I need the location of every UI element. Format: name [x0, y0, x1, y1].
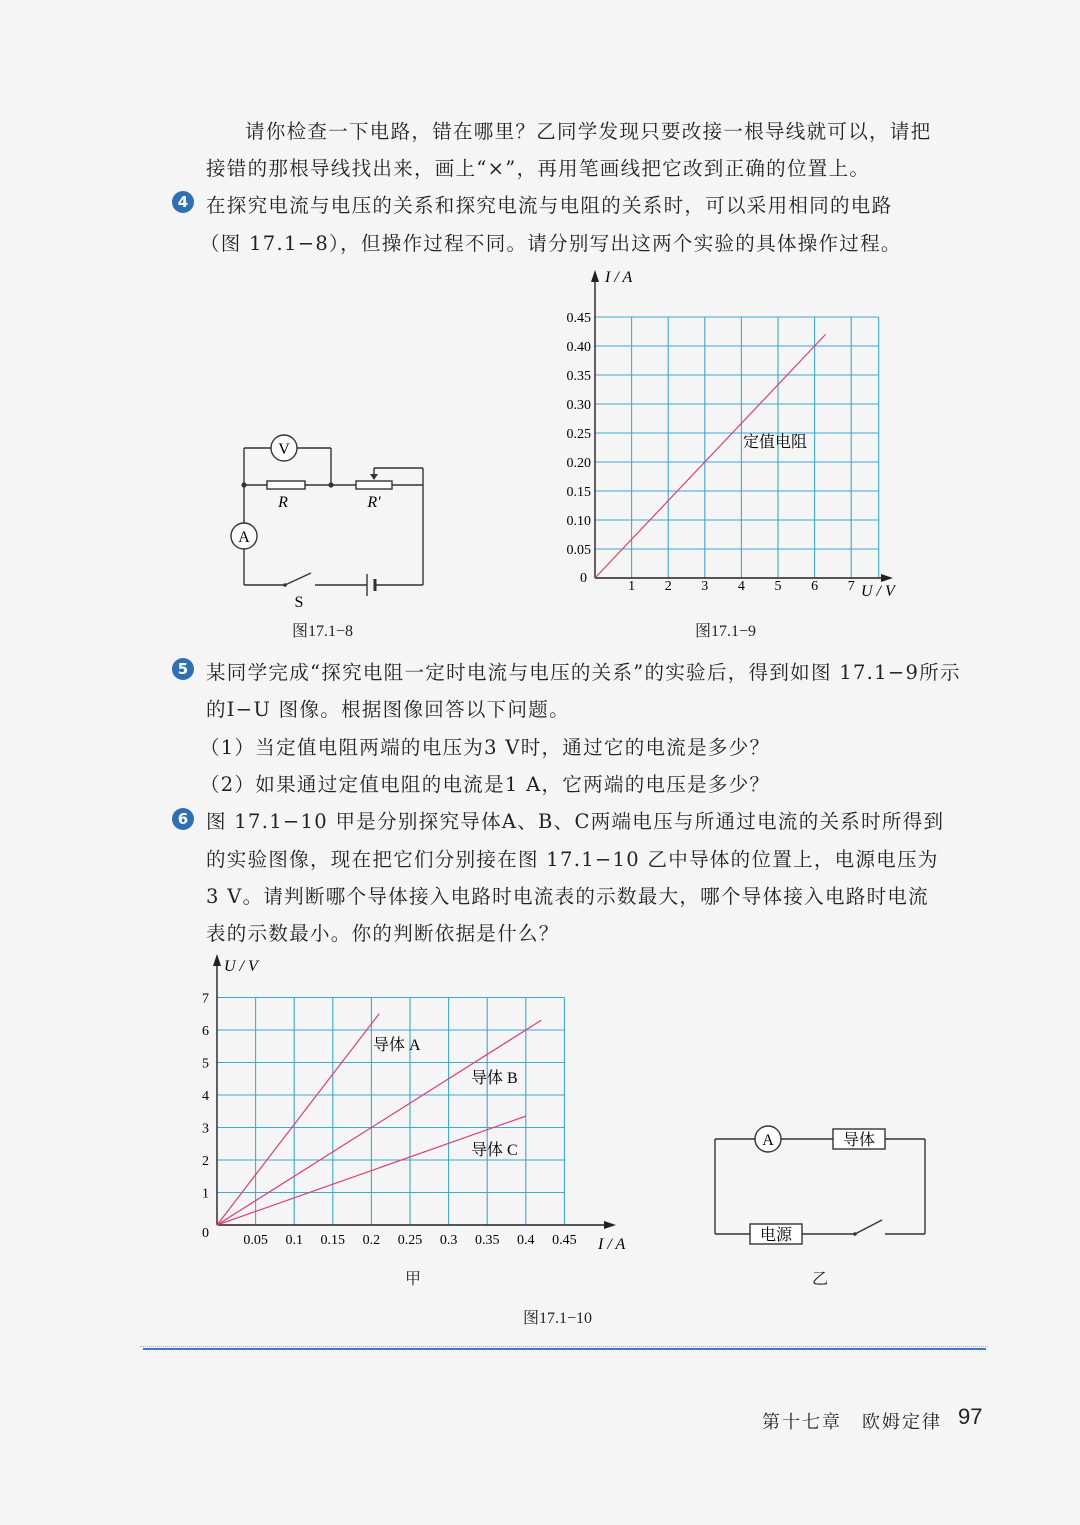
fig9-x-tick: 6 — [811, 579, 819, 594]
fig9-grid — [595, 317, 879, 578]
resistor-label: R — [278, 494, 288, 511]
fig9-line-label: 定值电阻 — [743, 434, 808, 451]
fig10-y-tick: 6 — [202, 1024, 209, 1039]
fig10-x-tick: 0.15 — [320, 1233, 346, 1248]
fig9-y-axis-label: I / A — [605, 269, 633, 286]
question-5-sub-2: （2）如果通过定值电阻的电流是1 A，它两端的电压是多少？ — [200, 773, 771, 796]
question-4-line-2: （图 17.1−8），但操作过程不同。请分别写出这两个实验的具体操作过程。 — [200, 232, 902, 255]
footer-rule — [143, 1348, 986, 1350]
fig10-x-tick: 0.3 — [439, 1233, 458, 1248]
figure-17-1-9-graph — [545, 260, 915, 605]
fig10-origin: 0 — [202, 1226, 209, 1241]
circuit-power-source-label: 电源 — [759, 1227, 793, 1244]
fig10-x-tick: 0.35 — [474, 1233, 500, 1248]
figure-17-1-10-graph — [180, 950, 640, 1255]
fig10-y-tick: 4 — [202, 1089, 209, 1104]
conductor-a-label: 导体 A — [373, 1037, 421, 1054]
intro-line-1: 请你检查一下电路，错在哪里？乙同学发现只要改接一根导线就可以，请把 — [245, 120, 932, 143]
chapter-title: 第十七章 欧姆定律 — [762, 1412, 942, 1433]
rheostat-label: R′ — [367, 494, 381, 511]
fig9-y-tick: 0.30 — [566, 398, 591, 413]
question-6-line-2: 的实验图像，现在把它们分别接在图 17.1−10 乙中导体的位置上，电源电压为 — [206, 848, 939, 871]
question-5-line-2: 的I−U 图像。根据图像回答以下问题。 — [206, 698, 570, 721]
question-6-line-3: 3 V。请判断哪个导体接入电路时电流表的示数最大，哪个导体接入电路时电流 — [206, 885, 929, 908]
question-6-badge: 6 — [172, 808, 194, 830]
intro-line-2: 接错的那根导线找出来，画上“×”，再用笔画线把它改到正确的位置上。 — [206, 157, 871, 180]
figure-17-1-8-caption: 图17.1−8 — [292, 623, 354, 640]
question-5-line-1: 某同学完成“探究电阻一定时电流与电压的关系”的实验后，得到如图 17.1−9所示 — [206, 661, 961, 684]
fig9-x-tick: 3 — [701, 579, 709, 594]
question-6-line-1: 图 17.1−10 甲是分别探究导体A、B、C两端电压与所通过电流的关系时所得到 — [206, 810, 945, 833]
resistor-i-u-line — [595, 334, 826, 578]
fig10-x-tick: 0.1 — [285, 1233, 303, 1248]
question-4-badge: 4 — [172, 191, 194, 213]
conductor-b-label: 导体 B — [471, 1070, 518, 1087]
fig9-x-tick: 7 — [847, 579, 855, 594]
fig9-y-tick: 0.15 — [566, 485, 591, 500]
footer-dotted-rule — [140, 1346, 988, 1347]
fig10-x-tick: 0.45 — [552, 1233, 577, 1248]
question-5-badge: 5 — [172, 658, 194, 680]
figure-17-1-10-sub-b: 乙 — [812, 1271, 829, 1288]
fig9-x-axis-label: U / V — [861, 583, 895, 600]
fig10-x-tick: 0.05 — [243, 1233, 268, 1248]
fig9-y-tick: 0.25 — [566, 427, 591, 442]
fig9-y-tick: 0.10 — [566, 514, 591, 529]
fig10-y-tick: 5 — [202, 1056, 209, 1072]
fig10-y-tick: 3 — [202, 1121, 209, 1137]
figure-17-1-9-caption: 图17.1−9 — [695, 623, 757, 640]
fig10-grid — [217, 998, 564, 1226]
circuit-conductor-label: 导体 — [842, 1132, 876, 1149]
figure-17-1-8-circuit — [225, 430, 440, 610]
question-5-sub-1: （1）当定值电阻两端的电压为3 V时，通过它的电流是多少？ — [200, 736, 771, 759]
fig9-x-tick: 1 — [628, 579, 636, 594]
fig9-x-tick: 4 — [737, 579, 745, 594]
page-number: 97 — [958, 1404, 983, 1429]
fig9-y-tick: 0.45 — [566, 311, 591, 326]
figure-17-1-10-caption: 图17.1−10 — [523, 1310, 593, 1327]
switch-label: S — [294, 594, 304, 610]
fig9-origin: 0 — [580, 571, 587, 586]
fig10-x-axis-label: I / A — [598, 1236, 626, 1253]
fig10-y-tick: 2 — [202, 1154, 209, 1169]
question-6-line-4: 表的示数最小。你的判断依据是什么？ — [206, 922, 560, 945]
voltmeter-label: V — [278, 441, 290, 458]
fig9-y-tick: 0.35 — [566, 369, 591, 384]
figure-17-1-10-sub-a: 甲 — [405, 1271, 422, 1288]
question-4-line-1: 在探究电流与电压的关系和探究电流与电阻的关系时，可以采用相同的电路 — [206, 194, 893, 217]
conductor-c-label: 导体 C — [471, 1142, 518, 1159]
circuit-ammeter-label: A — [762, 1132, 774, 1149]
figure-17-1-10-circuit — [705, 1120, 935, 1255]
fig10-y-tick: 1 — [202, 1186, 209, 1202]
fig9-x-tick: 2 — [664, 579, 672, 594]
conductor-a-line — [217, 1014, 379, 1225]
fig9-y-tick: 0.40 — [566, 340, 591, 355]
fig10-x-tick: 0.4 — [517, 1233, 535, 1248]
fig10-y-axis-label: U / V — [224, 958, 258, 975]
fig9-y-tick: 0.20 — [566, 456, 591, 471]
fig9-x-tick: 5 — [774, 579, 782, 594]
fig10-x-tick: 0.2 — [362, 1233, 381, 1248]
fig10-x-tick: 0.25 — [397, 1233, 423, 1248]
fig9-y-tick: 0.05 — [566, 543, 591, 558]
fig10-y-tick: 7 — [202, 991, 209, 1007]
ammeter-label: A — [238, 529, 250, 546]
